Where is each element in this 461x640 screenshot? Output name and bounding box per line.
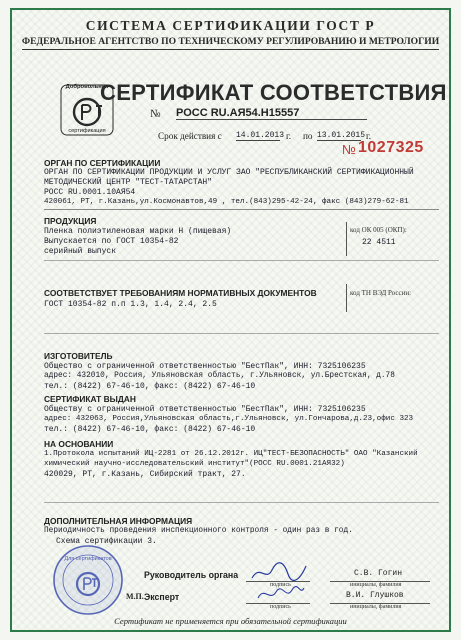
agency-name: ФЕДЕРАЛЬНОЕ АГЕНТСТВО ПО ТЕХНИЧЕСКОМУ РЕГУЛИРОВАНИЮ И МЕТРОЛОГИИ [21,36,440,47]
mp-label: М.П. [126,592,144,601]
certificate-number: РОСС RU.АЯ54.Н15557 [176,107,367,120]
organ-heading: ОРГАН ПО СЕРТИФИКАЦИИ [44,158,161,168]
tnved-label: код ТН ВЭД России: [350,289,412,297]
to-label: по [303,131,313,141]
product-divider [44,260,439,261]
official-stamp [52,544,124,616]
number-label: № [150,108,161,120]
conformity-line1: ГОСТ 10354-82 п.п 1.3, 1.4, 2.4, 2.5 [44,300,217,309]
okp-label: код ОК 005 (ОКП): [350,226,407,234]
basis-divider [44,502,439,503]
blank-number: 1027325 [358,139,424,156]
expert-label: Эксперт [144,592,180,602]
organ-line2: МЕТОДИЧЕСКИЙ ЦЕНТР "ТЕСТ-ТАТАРСТАН" [44,178,213,187]
issued-line2: адрес: 432063, Россия,Ульяновская область,г.Ульяновск, ул.Гончарова,д.23,офис 323 [44,415,414,423]
validity-label: Срок действия с [158,131,222,141]
head-label: Руководитель органа [144,570,239,580]
conformity-heading: СООТВЕТСТВУЕТ ТРЕБОВАНИЯМ НОРМАТИВНЫХ ДОКУМЕНТОВ [44,288,317,298]
product-line2: Выпускается по ГОСТ 10354-82 [44,237,179,246]
manufacturer-line1: Общество с ограниченной ответственностью "БестПак", ИНН: 7325106235 [44,362,366,371]
organ-divider [44,209,439,210]
basis-line3: 420029, РТ, г.Казань, Сибирский тракт, 27. [44,470,246,479]
issued-line1: Обществу с ограниченной ответственностью "БестПак", ИНН: 7325106235 [44,405,366,414]
organ-line3: РОСС RU.0001.10АЯ54 [44,188,136,197]
organ-line1: ОРГАН ПО СЕРТИФИКАЦИИ ПРОДУКЦИИ И УСЛУГ ЗАО "РЕСПУБЛИКАНСКИЙ СЕРТИФИКАЦИОННЫЙ [44,168,414,177]
stamp-icon [52,544,124,616]
okp-value: 22 4511 [362,238,396,247]
expert-sign-caption: подпись [270,604,291,610]
product-line3: серийный выпуск [44,247,117,256]
additional-heading: ДОПОЛНИТЕЛЬНАЯ ИНФОРМАЦИЯ [44,516,193,526]
stamp-text: Для сертификатов [64,556,112,562]
basis-line1: 1.Протокола испытаний ИЦ-2281 от 26.12.2012г. ИЦ"ТЕСТ-БЕЗОПАСНОСТЬ" ОАО "Казанский [44,450,418,458]
product-line1: Пленка полиэтиленовая марки Н (пищевая) [44,227,232,236]
issued-line3: тел.: (8422) 67-46-10, факс: (8422) 67-46-10 [44,425,256,434]
additional-line1: Периодичность проведения инспекционного контроля - один раз в год. [44,527,353,535]
head-initials-caption: инициалы, фамилия [350,582,402,588]
logo-top-text: Добровольная [65,84,109,90]
manufacturer-heading: ИЗГОТОВИТЕЛЬ [44,351,113,361]
valid-from: 14.01.2013 [236,131,285,140]
additional-line2: Схема сертификации 3. [56,537,157,546]
organ-line4: 420061, РТ, г.Казань,ул.Космонавтов,49 , тел.(843)295-42-24, факс (843)279-62-81 [44,198,409,206]
product-heading: ПРОДУКЦИЯ [44,216,97,226]
head-signature-icon [250,560,308,584]
head-sign-caption: подпись [270,582,291,588]
header-divider [22,49,439,50]
manufacturer-line2: адрес: 432010, Россия, Ульяновская область, г.Ульяновск, ул.Брестская, д.78 [44,372,395,380]
year-suffix-2: г. [366,131,372,141]
conformity-divider [44,333,439,334]
basis-line2: химический научно-исследовательский институт"(РОСС RU.0001.21АЯ32) [44,460,345,468]
logo-bottom-text: сертификация [68,128,106,134]
manufacturer-line3: тел.: (8422) 67-46-10, факс: (8422) 67-46-10 [44,382,256,391]
year-suffix-1: г. [286,131,292,141]
basis-heading: НА ОСНОВАНИИ [44,439,114,449]
expert-initials-caption: инициалы, фамилия [350,604,402,610]
head-name: С.В. Гогин [354,569,403,578]
valid-to: 13.01.2015 [317,131,366,140]
system-title: СИСТЕМА СЕРТИФИКАЦИИ ГОСТ Р [85,18,376,33]
certificate-title: СЕРТИФИКАТ СООТВЕТСТВИЯ [100,80,447,105]
footer-note: Сертификат не применяется при обязательной сертификации [114,616,347,626]
expert-signature-icon [256,584,306,604]
blank-prefix: № [342,142,356,157]
issued-heading: СЕРТИФИКАТ ВЫДАН [44,394,136,404]
expert-name: В.И. Глушков [346,591,404,600]
